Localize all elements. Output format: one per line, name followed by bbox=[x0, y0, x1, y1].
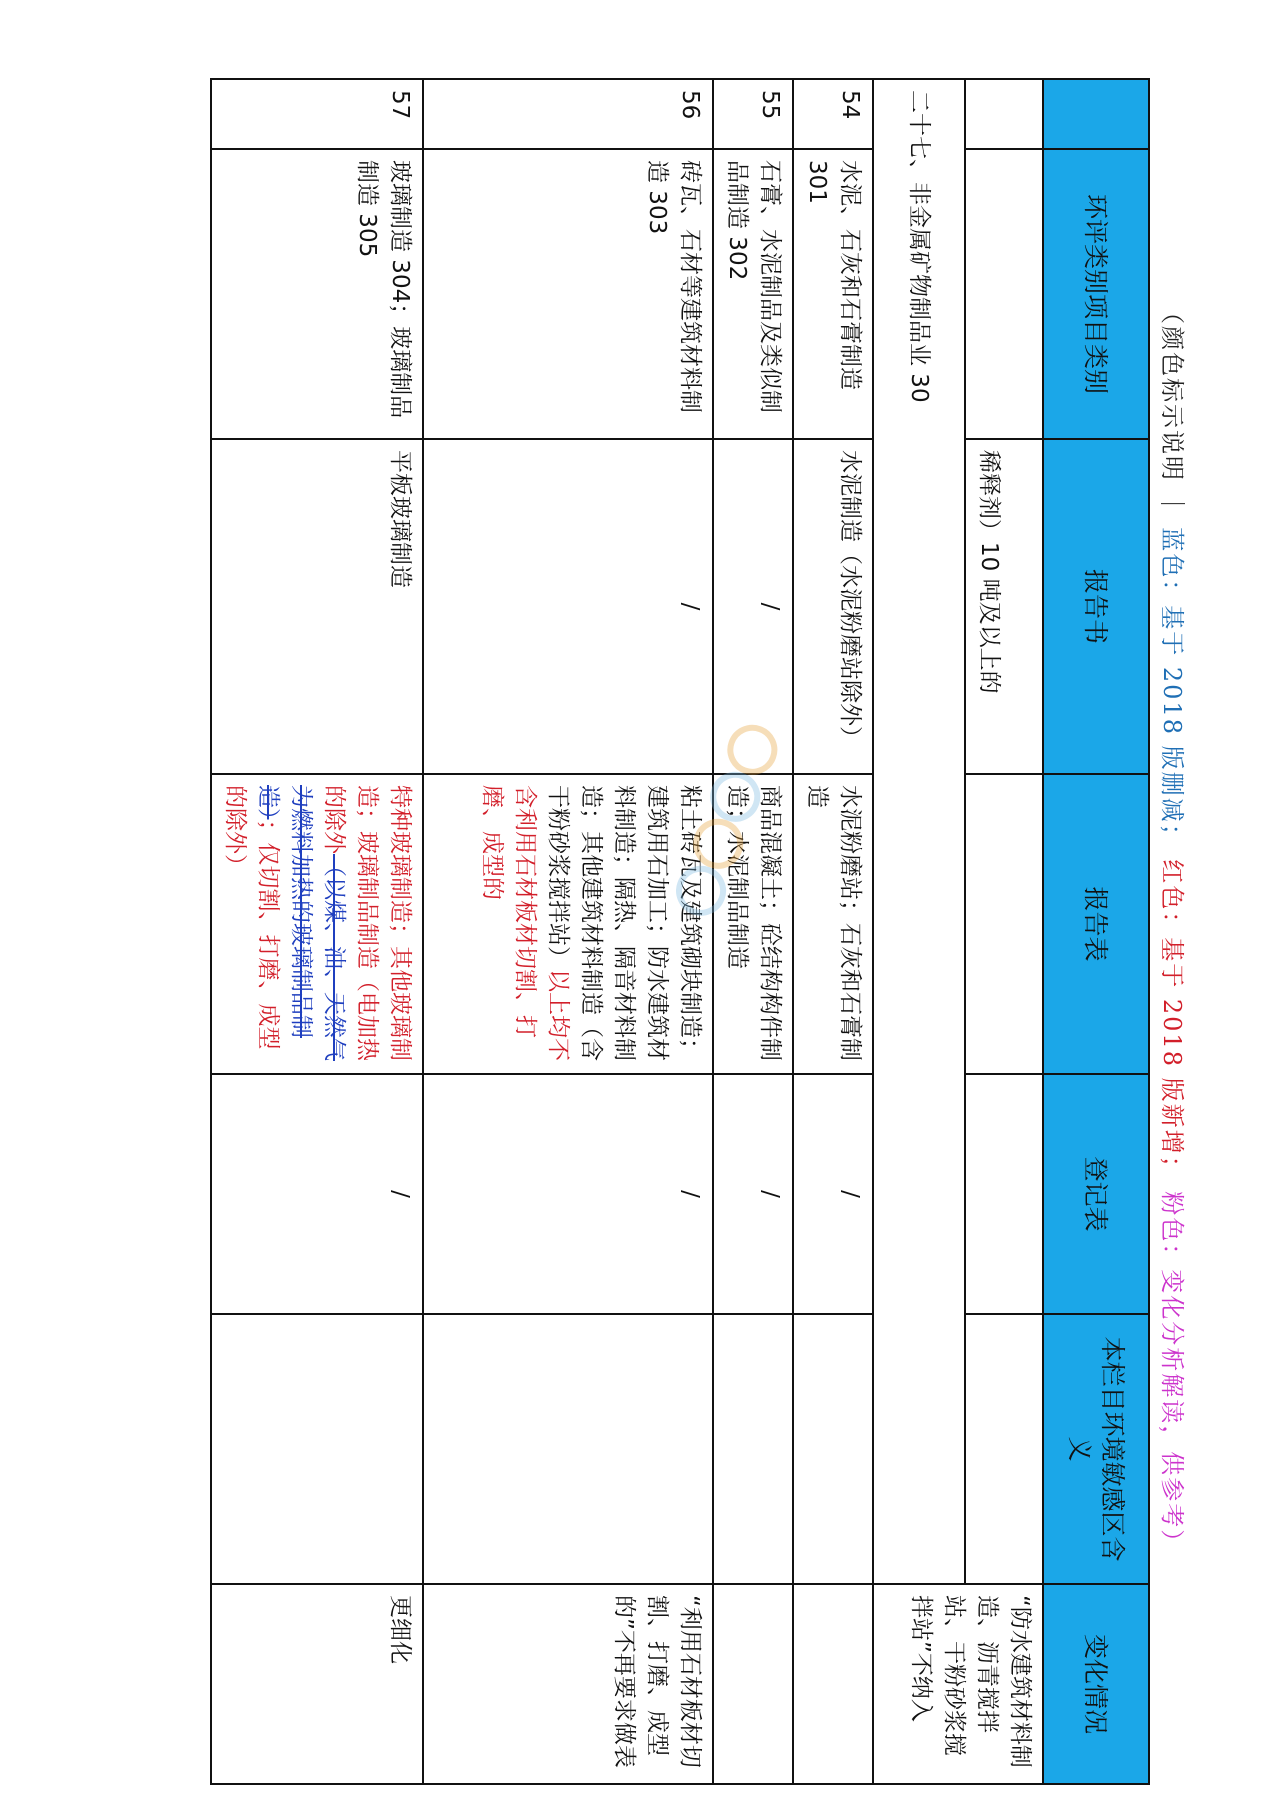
cell-sensitive bbox=[965, 1314, 1043, 1584]
cell-sensitive bbox=[793, 1314, 873, 1584]
table-text-red-1: 特种玻璃制造；其他玻璃制造；玻璃制品制造（电加热的除外 bbox=[321, 785, 413, 1061]
cell-table: 水泥粉磨站；石灰和石膏制造 bbox=[793, 774, 873, 1074]
table-row bbox=[211, 79, 423, 1784]
table-header-row bbox=[1043, 79, 1149, 1784]
legend-red: 红色：基于 2018 版新增； bbox=[1158, 859, 1186, 1182]
table-row bbox=[423, 79, 713, 1784]
cell-change bbox=[793, 1584, 873, 1784]
cell-table bbox=[423, 774, 713, 1074]
header-table: 报告表 bbox=[1043, 774, 1149, 1074]
table-row bbox=[713, 79, 793, 1784]
table-text-blue-strike: （以煤、油、天然气为燃料加热的玻璃制品制造） bbox=[255, 785, 347, 1061]
cell-num: 56 bbox=[423, 79, 713, 149]
cell-register: / bbox=[793, 1074, 873, 1314]
cell-report: 平板玻璃制造 bbox=[211, 439, 423, 774]
section-row bbox=[873, 79, 965, 1784]
table-row bbox=[793, 79, 873, 1784]
cell-category: 玻璃制造 304；玻璃制品制造 305 bbox=[211, 149, 423, 439]
table-text-black: 粘土砖瓦及建筑砌块制造；建筑用石加工；防水建筑材料制造；隔热、隔音材料制造；其他建筑材料制造（含干粉砂浆搅拌站） bbox=[545, 785, 703, 1061]
cell-num bbox=[965, 79, 1043, 149]
table-row bbox=[965, 79, 1043, 1784]
cell-table: 商品混凝土；砼结构构件制造；水泥制品制造 bbox=[713, 774, 793, 1074]
cell-sensitive bbox=[423, 1314, 713, 1584]
cell-register: / bbox=[211, 1074, 423, 1314]
cell-num: 55 bbox=[713, 79, 793, 149]
table-text-red-2: ；仅切割、打磨、成型的除外） bbox=[222, 785, 281, 1050]
cell-report: / bbox=[713, 439, 793, 774]
legend-lead: （颜色标示说明 ｜ bbox=[1158, 300, 1186, 518]
header-sensitive: 本栏目环境敏感区含义 bbox=[1043, 1314, 1149, 1584]
cell-report: 水泥制造（水泥粉磨站除外） bbox=[793, 439, 873, 774]
cell-report: / bbox=[423, 439, 713, 774]
cell-change: 更细化 bbox=[211, 1584, 423, 1784]
cell-category: 石膏、水泥制品及类似制品制造 302 bbox=[713, 149, 793, 439]
cell-num: 54 bbox=[793, 79, 873, 149]
cell-num: 57 bbox=[211, 79, 423, 149]
cell-register: / bbox=[713, 1074, 793, 1314]
cell-change bbox=[713, 1584, 793, 1784]
legend-blue: 蓝色：基于 2018 版删减； bbox=[1158, 527, 1186, 850]
cell-table bbox=[965, 774, 1043, 1074]
cell-register bbox=[965, 1074, 1043, 1314]
cell-category bbox=[965, 149, 1043, 439]
header-register: 登记表 bbox=[1043, 1074, 1149, 1314]
color-legend bbox=[1157, 300, 1192, 1555]
cell-category: 水泥、石灰和石膏制造 301 bbox=[793, 149, 873, 439]
classification-table bbox=[210, 78, 1150, 1785]
cell-register: / bbox=[423, 1074, 713, 1314]
section-title: 二十七、非金属矿物制品业 30 bbox=[873, 79, 965, 1584]
header-change: 变化情况 bbox=[1043, 1584, 1149, 1784]
cell-sensitive bbox=[713, 1314, 793, 1584]
cell-report: 稀释剂）10 吨及以上的 bbox=[965, 439, 1043, 774]
legend-pink: 粉色：变化分析解读，供参考） bbox=[1158, 1191, 1186, 1556]
cell-change: “利用石材板材切割、打磨、成型的”不再要求做表 bbox=[423, 1584, 713, 1784]
cell-sensitive bbox=[211, 1314, 423, 1584]
cell-category: 砖瓦、石材等建筑材料制造 303 bbox=[423, 149, 713, 439]
cell-table bbox=[211, 774, 423, 1074]
header-category: 环评类别项目类别 bbox=[1043, 149, 1149, 439]
header-report: 报告书 bbox=[1043, 439, 1149, 774]
cell-change: “防水建筑材料制造、沥青搅拌站、干粉砂浆搅拌站”不纳入 bbox=[873, 1584, 1043, 1784]
header-num bbox=[1043, 79, 1149, 149]
table-text-red: 以上均不含利用石材板材切割、打磨、成型的 bbox=[479, 785, 571, 1061]
